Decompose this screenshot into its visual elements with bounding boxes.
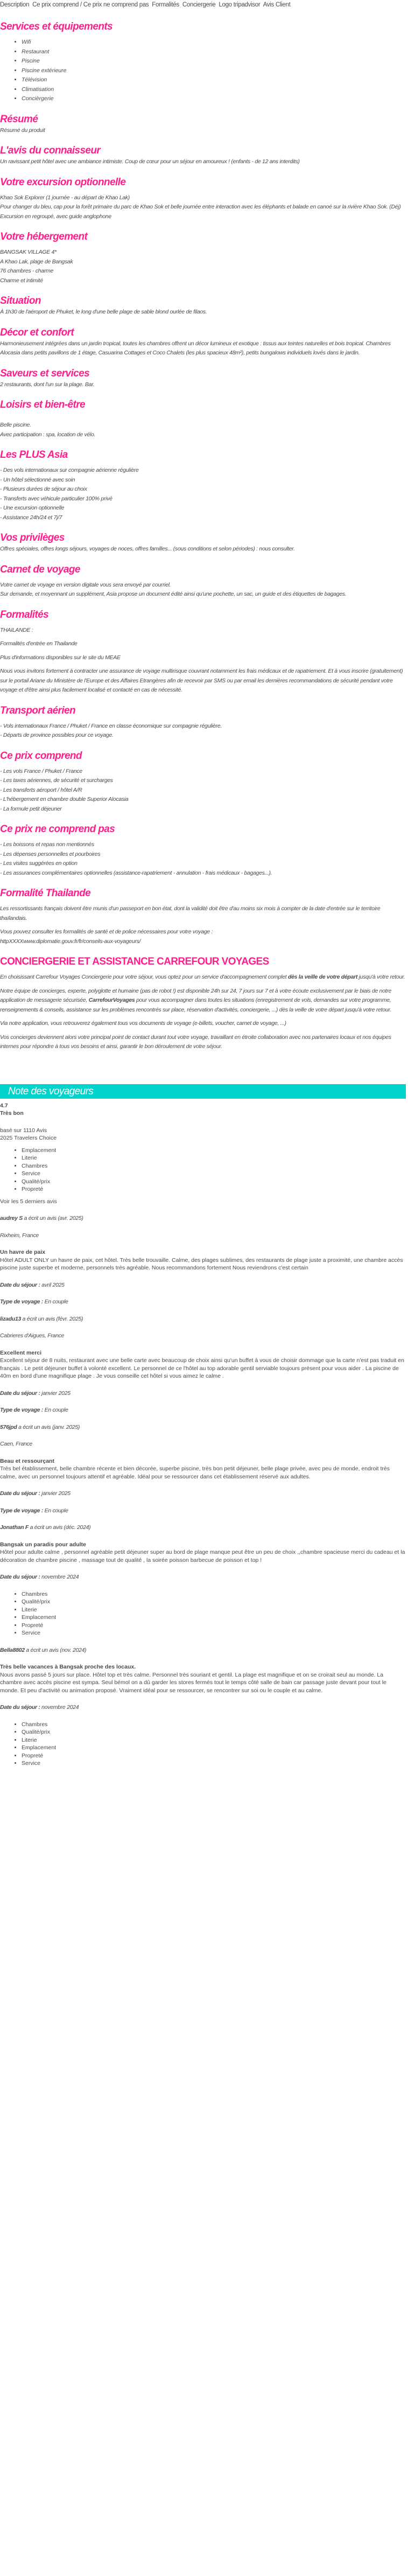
review-body: Excellent séjour de 8 nuits, restaurant avec une belle carte avec beaucoup de choix ainsi qu'un buffet à vous de choisir dommage que la carte n'est pas traduit en français . Le petit déjeuner buffet à volonté excellent. Le personnel de ce l'hôtel au top adorable gentil serviable toujours présent pour vous aider . La piscine de 40m en bord d'une magnifique plage . Je vous conseille cet hôtel si vous aimez le calme . — [0, 1357, 404, 1379]
review-date — [0, 1573, 406, 1581]
plus-line: - Des vols internationaux sur compagnie aérienne régulière — [0, 467, 139, 473]
section-title-decor: Décor et confort — [0, 326, 74, 338]
carnet-line: Votre carnet de voyage en version digitale vous sera envoyé par courriel. — [0, 581, 171, 588]
label: Date du séjour : — [0, 1574, 40, 1580]
criterion: • Propreté — [22, 1622, 406, 1630]
section-title-plus: Les PLUS Asia — [0, 449, 68, 460]
review-wrote: a écrit un avis (déc. 2024) — [29, 1524, 91, 1531]
avis-text: Un ravissant petit hôtel avec une ambiance intimiste. Coup de cœur pour un séjour en amoureux ! (enfants - de 12 ans interdits) — [0, 158, 300, 165]
services-list — [0, 38, 406, 104]
criterion: • Qualité/prix — [22, 1178, 406, 1186]
review-type — [0, 1406, 406, 1414]
service-item: • Télévision — [22, 75, 406, 85]
criterion: • Chambres — [22, 1721, 406, 1729]
criterion: • Emplacement — [22, 1744, 406, 1752]
hotel-location: A Khao Lak, plage de Bangsak — [0, 258, 73, 265]
section-title-services: Services et équipements — [0, 21, 113, 32]
formalites-country: THAILANDE : — [0, 626, 33, 633]
review-criteria — [0, 1721, 406, 1768]
see-last-reviews-link[interactable]: Voir les 5 derniers avis — [0, 1198, 57, 1205]
criterion: • Service — [22, 1170, 406, 1178]
review-author: Jonathan F — [0, 1524, 29, 1531]
conciergerie-p4: Vos concierges deviennent alors votre principal point de contact durant tout votre voyage, travaillant en étroite collaboration avec nos partenaires locaux et nos équipes internes pour répondre à tous vos besoins et ainsi, garantir le bon déroulement de votre séjour. — [0, 1034, 391, 1050]
criterion: • Service — [22, 1760, 406, 1768]
comprend-line: - Les transferts aéroport / hôtel A/R — [0, 786, 82, 793]
resume-text: Résumé du produit — [0, 127, 45, 134]
service-item: • Climatisation — [22, 85, 406, 95]
conciergerie-p3: Via notre application, vous retrouverez également tous vos documents de voyage (e-billets, voucher, carnet de voyage, ...) — [0, 1020, 286, 1027]
formalites-insurance: Nous vous invitons fortement à contracter une assurance de voyage multirisque couvrant notamment les frais médicaux et de rapatriement. Et à vous inscrire (gratuitement) sur le portail Ariane du Ministère de l'Europe et des Affaires Etrangères afin de recevoir par SMS ou par email les dernières recommandations de sécurité pendant votre voyage et d'être ainsi plus facilement localisé et contacté en cas de nécessité. — [0, 668, 403, 693]
section-title-transport: Transport aérien — [0, 704, 75, 716]
review-date — [0, 1281, 406, 1289]
plus-line: - Plusieurs durées de séjour au choix — [0, 486, 87, 492]
nav-description[interactable]: Description — [0, 2, 30, 8]
review-criteria — [0, 1590, 406, 1637]
section-title-comprend: Ce prix comprend — [0, 750, 82, 762]
formalites-meae: Plus d'informations disponibles sur le site du MEAE — [0, 654, 121, 661]
section-title-formalite-th: Formalité Thailande — [0, 888, 91, 899]
criterion: • Qualité/prix — [22, 1728, 406, 1736]
section-title-loisirs: Loisirs et bien-être — [0, 399, 85, 410]
review-date — [0, 1390, 406, 1398]
section-title-hebergement: Votre hébergement — [0, 231, 88, 242]
nav-conciergerie[interactable]: Conciergerie — [182, 2, 216, 8]
section-title-resume: Résumé — [0, 113, 38, 125]
review-author-line — [0, 1646, 406, 1654]
top-nav — [0, 0, 406, 9]
criterion: • Emplacement — [22, 1147, 406, 1155]
section-title-formalites: Formalités — [0, 609, 49, 620]
section-title-conciergerie: CONCIERGERIE ET ASSISTANCE CARREFOUR VOYAGES — [0, 956, 269, 967]
section-title-ne-comprend: Ce prix ne comprend pas — [0, 823, 115, 835]
review-wrote: a écrit un avis (févr. 2025) — [21, 1315, 83, 1322]
rating-score: 4.7 — [0, 1102, 8, 1109]
review-author: Bella8802 — [0, 1646, 25, 1653]
criterion: • Literie — [22, 1154, 406, 1162]
section-title-privileges: Vos privilèges — [0, 532, 65, 543]
label: Type de voyage : — [0, 1407, 44, 1413]
text: En choisissant Carrefour Voyages Conciergerie pour votre séjour, vous optez pour un service d'accompagnement complet — [0, 974, 288, 980]
service-item: • Piscine — [22, 57, 406, 66]
conciergerie-p1 — [0, 973, 406, 982]
service-item: • Restaurant — [22, 47, 406, 57]
text: Notre équipe de concierges, experte, polyglotte et humaine (pas de robot !) est disponible 24h sur 24, 7 jours sur 7 et à votre écoute exclusivement par le biais de notre application de messagerie sécurisée, — [0, 987, 392, 1003]
label: Date du séjour : — [0, 1281, 40, 1288]
review-type — [0, 1298, 406, 1306]
section-title-situation: Situation — [0, 295, 41, 306]
carnet-line: Sur demande, et moyennant un supplément, Asia propose un document édité ainsi qu'une pochette, un sac, un guide et des étiquettes de bagages. — [0, 591, 347, 597]
plus-line: - Une excursion optionnelle — [0, 505, 65, 511]
review-type — [0, 1507, 406, 1515]
review-title: Un havre de paix — [0, 1249, 46, 1255]
section-title-saveurs: Saveurs et services — [0, 367, 90, 379]
review-location: Rixheim, France — [0, 1232, 39, 1239]
ratings-section — [0, 1102, 406, 1768]
criterion: • Propreté — [22, 1185, 406, 1193]
review-wrote: a écrit un avis (janv. 2025) — [17, 1423, 80, 1430]
criterion: • Literie — [22, 1736, 406, 1744]
hotel-rooms: 76 chambres - charme — [0, 268, 54, 274]
review-author-line — [0, 1315, 406, 1323]
label: Date du séjour : — [0, 1390, 40, 1397]
rating-award: 2025 Travelers Choice — [0, 1135, 57, 1141]
ne-comprend-line: - Les dépenses personnelles et pourboires — [0, 850, 101, 857]
comprend-line: - Les vols France / Phuket / France — [0, 767, 82, 774]
excursion-line: Excursion en regroupé, avec guide anglophone — [0, 213, 111, 220]
review-author: audrey S — [0, 1215, 23, 1221]
value: janvier 2025 — [40, 1490, 71, 1497]
review-date — [0, 1490, 406, 1498]
formalite-th-text: Les ressortissants français doivent être munis d'un passeport en bon état, dont la validité doit être d'au moins six mois à compter de la date d'entrée sur le territoire thaïlandais. — [0, 905, 381, 922]
plus-line: - Transferts avec véhicule particulier 100% privé — [0, 495, 112, 502]
label: Type de voyage : — [0, 1299, 44, 1305]
value: avril 2025 — [40, 1281, 65, 1288]
situation-text: À 1h30 de l'aéroport de Phuket, le long d'une belle plage de sable blond ourlée de filaos. — [0, 309, 207, 315]
plus-line: - Assistance 24h/24 et 7j/7 — [0, 514, 62, 521]
transport-line: - Vols internationaux France / Phuket / France en classe économique sur compagnie régulière. — [0, 722, 222, 729]
loisirs-line: Belle piscine. — [0, 422, 31, 428]
diplomatie-link[interactable]: httpXXXXwww.diplomatie.gouv.fr/fr/conseils-aux-voyageurs/ — [0, 938, 141, 945]
review-author: 576jpd — [0, 1423, 17, 1430]
bold-text: CarrefourVoyages — [88, 997, 135, 1003]
formalite-th-text: Vous pouvez consulter les formalités de santé et de police nécessaires pour votre voyage : — [0, 929, 213, 935]
review-wrote: a écrit un avis (avr. 2025) — [22, 1215, 83, 1221]
review-wrote: a écrit un avis (nov. 2024) — [24, 1646, 87, 1653]
criterion: • Service — [22, 1629, 406, 1637]
section-title-carnet: Carnet de voyage — [0, 563, 80, 575]
value: novembre 2024 — [40, 1704, 79, 1711]
privileges-text: Offres spéciales, offres longs séjours, voyages de noces, offres familles... (sous conditions et selon périodes) : nous consulter. — [0, 546, 295, 552]
plus-line: - Un hôtel sélectionné avec soin — [0, 476, 75, 483]
label: Date du séjour : — [0, 1490, 40, 1497]
criterion: • Chambres — [22, 1590, 406, 1598]
review-location: Cabrieres d'Aigues, France — [0, 1332, 65, 1339]
nav-formalites[interactable]: Formalités — [152, 2, 179, 8]
value: janvier 2025 — [40, 1390, 71, 1397]
review-author: lizadu13 — [0, 1315, 22, 1322]
saveurs-text: 2 restaurants, dont l'un sur la plage. Bar. — [0, 381, 95, 388]
label: Type de voyage : — [0, 1507, 44, 1514]
review-title: Bangsak un paradis pour adulte — [0, 1541, 86, 1548]
section-title-excursion: Votre excursion optionnelle — [0, 176, 126, 188]
bold-text: dès la veille de votre départ — [287, 974, 358, 980]
transport-line: - Départs de province possibles pour ce voyage. — [0, 732, 114, 738]
review-title: Très belle vacances à Bangsak proche des locaux. — [0, 1664, 136, 1670]
criterion: • Qualité/prix — [22, 1598, 406, 1606]
excursion-line: Pour changer du bleu, cap pour la forêt primaire du parc de Khao Sok et belle journée entre interaction avec les éléphants et balade en canoé sur la rivière Khao Sok. (Déj) — [0, 204, 401, 210]
conciergerie-p2 — [0, 987, 406, 1015]
criterion: • Emplacement — [22, 1614, 406, 1622]
text: jusqu'à votre retour. — [357, 974, 405, 980]
rating-criteria — [0, 1147, 406, 1193]
review-author-line — [0, 1214, 406, 1223]
decor-text: Harmonieusement intégrées dans un jardin tropical, toutes les chambres offrent un décor lumineux et exotique : tissus aux teintes naturelles et bois tropical. Chambres Alocasia dans petits pavillons de 1 étage, Casuarina Cottages et Coco Chalets (les plus spacieux 48m²), petits bungalows individuels lovés dans le jardin. — [0, 340, 391, 356]
review-location: Caen, France — [0, 1441, 33, 1447]
comprend-line: - L'hébergement en chambre double Superior Alocasia — [0, 796, 129, 802]
value: novembre 2024 — [40, 1574, 79, 1580]
review-author-line — [0, 1524, 406, 1532]
excursion-line: Khao Sok Explorer (1 journée - au départ de Khao Lak) — [0, 194, 130, 201]
rating-count: basé sur 1110 Avis — [0, 1127, 47, 1134]
value: En couple — [43, 1507, 68, 1514]
comprend-line: - La formule petit déjeuner — [0, 805, 62, 812]
hotel-name: BANGSAK VILLAGE 4* — [0, 249, 57, 255]
nav-avis-client[interactable]: Avis Client — [263, 2, 291, 8]
nav-tripadvisor-logo[interactable]: Logo tripadvisor — [219, 2, 261, 8]
criterion: • Literie — [22, 1606, 406, 1614]
ne-comprend-line: - Les assurances complémentaires optionnelles (assistance-rapatriement - annulation - frais médicaux - bagages...). — [0, 869, 272, 876]
loisirs-line: Avec participation : spa, location de vélo. — [0, 431, 96, 438]
review-title: Excellent merci — [0, 1349, 42, 1356]
review-body: Nous avons passé 5 jours sur place. Hôtel top et très calme. Personnel très souriant et gentil. La plage est magnifique et on se croirait seul au monde. La chambre avec accès piscine est sympa. Seul bémol on a dû garder les stores fermés tout le temps côté salle de bain car passage juste devant pour tout le monde. Et peu d'activité ou animation proposé. Vraiment idéal pour se ressourcer, se rencontrer sur soi ou le couple et au calme. — [0, 1671, 386, 1694]
review-body: Hôtel ADULT ONLY un havre de paix, cet hôtel. Très belle trouvaille. Calme, des plages sublimes, des restaurants de plage juste a proximité, une chambre accès piscine juste superbe et moderne, personnels très agréable. Nous recommandons fortement Nous reviendrons c'est certain — [0, 1256, 403, 1271]
review-title: Beau et ressourçant — [0, 1457, 54, 1464]
rating-label: Très bon — [0, 1110, 24, 1116]
criterion: • Chambres — [22, 1162, 406, 1170]
review-date — [0, 1704, 406, 1712]
ne-comprend-line: - Les boissons et repas non mentionnés — [0, 841, 94, 848]
section-title-avis: L'avis du connaisseur — [0, 145, 101, 156]
value: En couple — [43, 1407, 68, 1413]
service-item: • Piscine extérieure — [22, 66, 406, 76]
review-body: Très bel établissement, belle chambre récente et bien décorée, superbe piscine, très bon petit déjeuner, belle plage privée, avec peu de monde, endroit très calme, avec un personnel toujours attentif et agréable. Idéal pour se ressourcer dans cet établissement réservé aux adultes. — [0, 1465, 390, 1480]
review-body: Hôtel pour adulte calme , personnel agréable petit déjeuner super au bord de plage manque peut être un peu de choix ,,chambre spacieuse merci du cadeau et la décoration de chambre piscine , massage tout de qualité , la soirée poisson barbecue de poisson et top ! — [0, 1549, 405, 1563]
nav-prix[interactable]: Ce prix comprend / Ce prix ne comprend pas — [32, 2, 149, 8]
value: En couple — [43, 1299, 68, 1305]
text: pour vous accompagner dans toutes les situations (enregistrement de vols, demandes sur votre programme, renseignements & conseils, assistance sur les problèmes rencontrés sur place, réservation d'activités, conciergerie, ...) dès la veille de votre départ jusqu'à votre retour. — [0, 997, 391, 1013]
label: Date du séjour : — [0, 1704, 40, 1711]
criterion: • Propreté — [22, 1752, 406, 1760]
review-author-line — [0, 1423, 406, 1432]
service-item: • Wifi — [22, 38, 406, 47]
hotel-style: Charme et intimité — [0, 277, 43, 284]
formalites-entry-link[interactable]: Formalités d'entrée en Thailande — [0, 640, 78, 647]
ne-comprend-line: - Les visites suggérées en option — [0, 860, 78, 867]
ratings-banner: Note des voyageurs — [0, 1084, 406, 1099]
service-item: • Concièrgerie — [22, 94, 406, 104]
comprend-line: - Les taxes aériennes, de sécurité et surcharges — [0, 777, 113, 784]
